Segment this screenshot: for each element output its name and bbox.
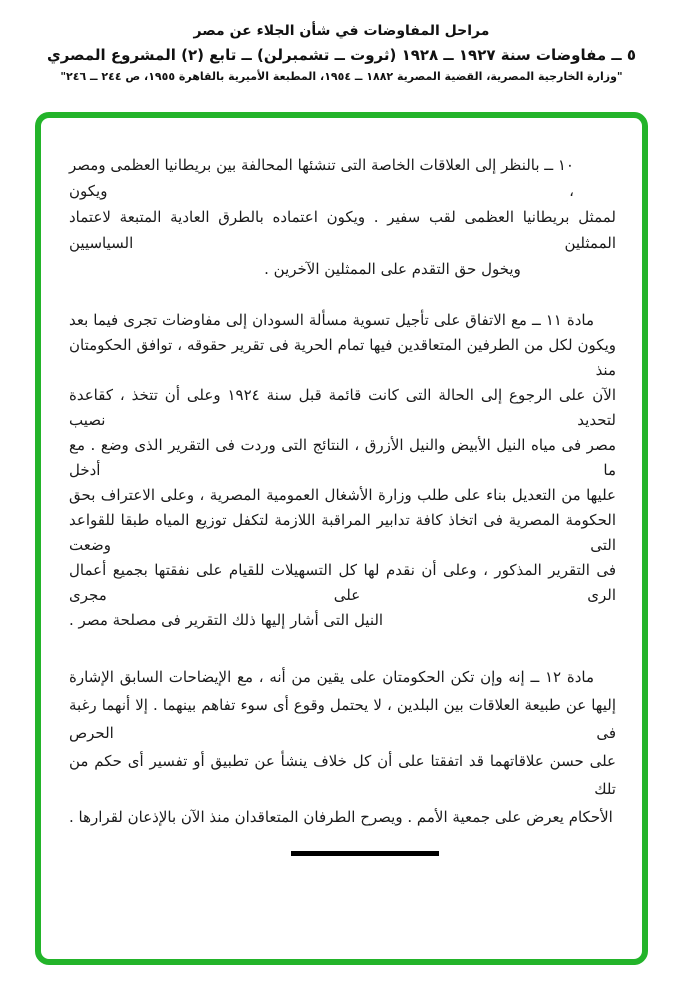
- paragraph-clause-11: [69, 308, 616, 633]
- paragraph-clause-10: [69, 152, 616, 282]
- document-body: [41, 118, 642, 856]
- text-line: النيل التى أشار إليها ذلك التقرير فى مصلحة مصر .: [69, 611, 384, 629]
- section-divider: [291, 851, 439, 856]
- text-line: مادة ١١ ــ مع الاتفاق على تأجيل تسوية مسألة السودان إلى مفاوضات تجرى فيما بعد: [69, 311, 594, 329]
- page-title: مراحل المفاوضات في شأن الجلاء عن مصر: [193, 23, 490, 39]
- text-line: الأحكام يعرض على جمعية الأمم . ويصرح الطرفان المتعاقدان منذ الآن بالإذعان لقرارها .: [69, 808, 613, 826]
- page-subtitle: ٥ ــ مفاوضات سنة ١٩٢٧ ــ ١٩٢٨ (ثروت ــ تشمبرلن) ــ تابع (٢) المشروع المصري: [46, 46, 637, 64]
- text-line: مادة ١٢ ــ إنه وإن تكن الحكومتان على يقين من أنه ، مع الإيضاحات السابق الإشارة: [69, 668, 594, 686]
- text-line: ويخول حق التقدم على الممثلين الآخرين .: [264, 260, 521, 278]
- document-header: [0, 0, 683, 86]
- text-line: الآن على الرجوع إلى الحالة التى كانت قائمة قبل سنة ١٩٢٤ وعلى أن تتخذ ، كقاعدة لتحديد نصيب: [69, 386, 616, 429]
- paragraph-clause-12: [69, 663, 616, 831]
- text-line: عليها من التعديل بناء على طلب وزارة الأشغال العمومية المصرية ، وعلى الاعتراف بحق: [69, 486, 616, 504]
- text-line: لممثل بريطانيا العظمى لقب سفير . ويكون اعتماده بالطرق العادية المتبعة لاعتماد الممثلين السياسيين: [69, 208, 616, 252]
- text-line: إليها عن طبيعة العلاقات بين البلدين ، لا يحتمل وقوع أى سوء تفاهم بينهما . إلا أنهما رغبة فى الحرص: [69, 696, 616, 742]
- text-line: على حسن علاقاتهما قد اتفقتا على أن كل خلاف ينشأ عن تطبيق أو تفسير أى حكم من تلك: [69, 752, 616, 798]
- text-line: ١٠ ــ بالنظر إلى العلاقات الخاصة التى تنشئها المحالفة بين بريطانيا العظمى ومصر ، ويكون: [69, 156, 574, 200]
- green-border-frame: [35, 112, 648, 965]
- text-line: ويكون لكل من الطرفين المتعاقدين فيها تمام الحرية فى تقرير حقوقه ، توافق الحكومتان منذ: [69, 336, 616, 379]
- text-line: فى التقرير المذكور ، وعلى أن نقدم لها كل التسهيلات للقيام على نفقتها بجميع أعمال الرى على مجرى: [69, 561, 616, 604]
- source-citation: "وزارة الخارجية المصرية، القضية المصرية ١٨٨٢ ــ ١٩٥٤، المطبعة الأميرية بالقاهرة ١٩٥٥، ص ٢٤٤ ــ ٢٤٦": [60, 70, 623, 83]
- text-line: مصر فى مياه النيل الأبيض والنيل الأزرق ، النتائج التى وردت فى التقرير الذى وضع . مع ما أدخل: [69, 436, 616, 479]
- text-line: الحكومة المصرية فى اتخاذ كافة تدابير المراقبة اللازمة لتكفل توزيع المياه طبقا للقواعد التى وضعت: [69, 511, 616, 554]
